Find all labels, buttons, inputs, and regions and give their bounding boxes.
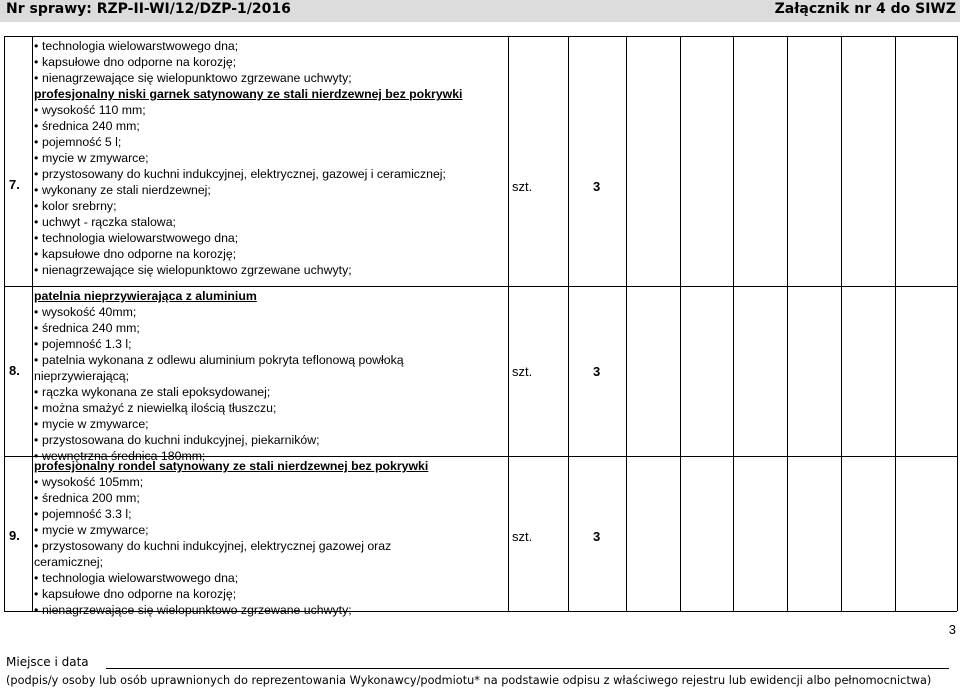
list-item: • mycie w zmywarce; bbox=[34, 416, 504, 432]
list-item: • patelnia wykonana z odlewu aluminium pokryta teflonową powłoką bbox=[34, 352, 504, 368]
list-item: • kolor srebrny; bbox=[34, 198, 504, 214]
column-divider bbox=[733, 36, 734, 611]
list-item: • wysokość 40mm; bbox=[34, 304, 504, 320]
list-item: • technologia wielowarstwowego dna; bbox=[34, 38, 504, 54]
column-divider bbox=[4, 36, 5, 611]
signature-note: (podpis/y osoby lub osób uprawnionych do reprezentowania Wykonawcy/podmiotu* na podstawie odpisu z właściwego rejestru lub ewidencji albo pełnomocnictwa) bbox=[6, 674, 932, 687]
list-item: • rączka wykonana ze stali epoksydowanej; bbox=[34, 384, 504, 400]
signature-line bbox=[106, 668, 949, 669]
row-number: 8. bbox=[9, 363, 20, 378]
list-item: • wewnętrzna średnica 180mm; bbox=[34, 448, 504, 464]
column-divider bbox=[568, 36, 569, 611]
column-divider bbox=[680, 36, 681, 611]
list-item: • kapsułowe dno odporne na korozję; bbox=[34, 586, 504, 602]
product-title: profesjonalny rondel satynowany ze stali nierdzewnej bez pokrywki bbox=[34, 459, 429, 473]
unit-cell: szt. bbox=[512, 529, 533, 544]
description-cell bbox=[34, 38, 504, 278]
list-item: • pojemność 3.3 l; bbox=[34, 506, 504, 522]
list-item: • wysokość 110 mm; bbox=[34, 102, 504, 118]
list-item: • wysokość 105mm; bbox=[34, 474, 504, 490]
list-item: • uchwyt - rączka stalowa; bbox=[34, 214, 504, 230]
row-divider bbox=[4, 286, 957, 287]
column-divider bbox=[895, 36, 896, 611]
list-item: • mycie w zmywarce; bbox=[34, 150, 504, 166]
column-divider bbox=[957, 36, 958, 611]
list-item: ceramicznej; bbox=[34, 555, 104, 569]
list-item: • mycie w zmywarce; bbox=[34, 522, 504, 538]
list-item: • można smażyć z niewielką ilością tłuszczu; bbox=[34, 400, 504, 416]
list-item: • średnica 240 mm; bbox=[34, 320, 504, 336]
list-item: • wykonany ze stali nierdzewnej; bbox=[34, 182, 504, 198]
list-item: • technologia wielowarstwowego dna; bbox=[34, 230, 504, 246]
list-item: • przystosowany do kuchni indukcyjnej, elektrycznej, gazowej i ceramicznej; bbox=[34, 166, 504, 182]
table-top-border bbox=[4, 36, 957, 37]
place-date-label: Miejsce i data bbox=[6, 655, 89, 669]
unit-cell: szt. bbox=[512, 179, 533, 194]
row-number: 9. bbox=[9, 528, 20, 543]
list-item: • kapsułowe dno odporne na korozję; bbox=[34, 54, 504, 70]
list-item: • nienagrzewające się wielopunktowo zgrzewane uchwyty; bbox=[34, 70, 504, 86]
attachment-label: Załącznik nr 4 do SIWZ bbox=[774, 1, 956, 17]
column-divider bbox=[508, 36, 509, 611]
product-title: patelnia nieprzywierająca z aluminium bbox=[34, 289, 257, 303]
list-item: • przystosowany do kuchni indukcyjnej, elektrycznej gazowej oraz bbox=[34, 538, 504, 554]
list-item: • średnica 200 mm; bbox=[34, 490, 504, 506]
unit-cell: szt. bbox=[512, 364, 533, 379]
document-header bbox=[0, 0, 960, 22]
column-divider bbox=[626, 36, 627, 611]
list-item: • średnica 240 mm; bbox=[34, 118, 504, 134]
quantity-cell: 3 bbox=[593, 364, 601, 379]
page-number: 3 bbox=[948, 622, 956, 637]
list-item: • pojemność 1.3 l; bbox=[34, 336, 504, 352]
list-item: • nienagrzewające się wielopunktowo zgrzewane uchwyty; bbox=[34, 602, 504, 618]
description-cell bbox=[34, 458, 504, 618]
quantity-cell: 3 bbox=[593, 529, 601, 544]
list-item: nieprzywierającą; bbox=[34, 369, 130, 383]
list-item: • technologia wielowarstwowego dna; bbox=[34, 570, 504, 586]
row-number: 7. bbox=[9, 177, 20, 192]
product-title: profesjonalny niski garnek satynowany ze stali nierdzewnej bez pokrywki bbox=[34, 87, 463, 101]
list-item: • przystosowana do kuchni indukcyjnej, piekarników; bbox=[34, 432, 504, 448]
list-item: • nienagrzewające się wielopunktowo zgrzewane uchwyty; bbox=[34, 262, 504, 278]
column-divider bbox=[32, 36, 33, 611]
case-number: Nr sprawy: RZP-II-WI/12/DZP-1/2016 bbox=[6, 1, 291, 17]
description-cell bbox=[34, 288, 504, 464]
column-divider bbox=[841, 36, 842, 611]
column-divider bbox=[787, 36, 788, 611]
list-item: • kapsułowe dno odporne na korozję; bbox=[34, 246, 504, 262]
list-item: • pojemność 5 l; bbox=[34, 134, 504, 150]
quantity-cell: 3 bbox=[593, 179, 601, 194]
